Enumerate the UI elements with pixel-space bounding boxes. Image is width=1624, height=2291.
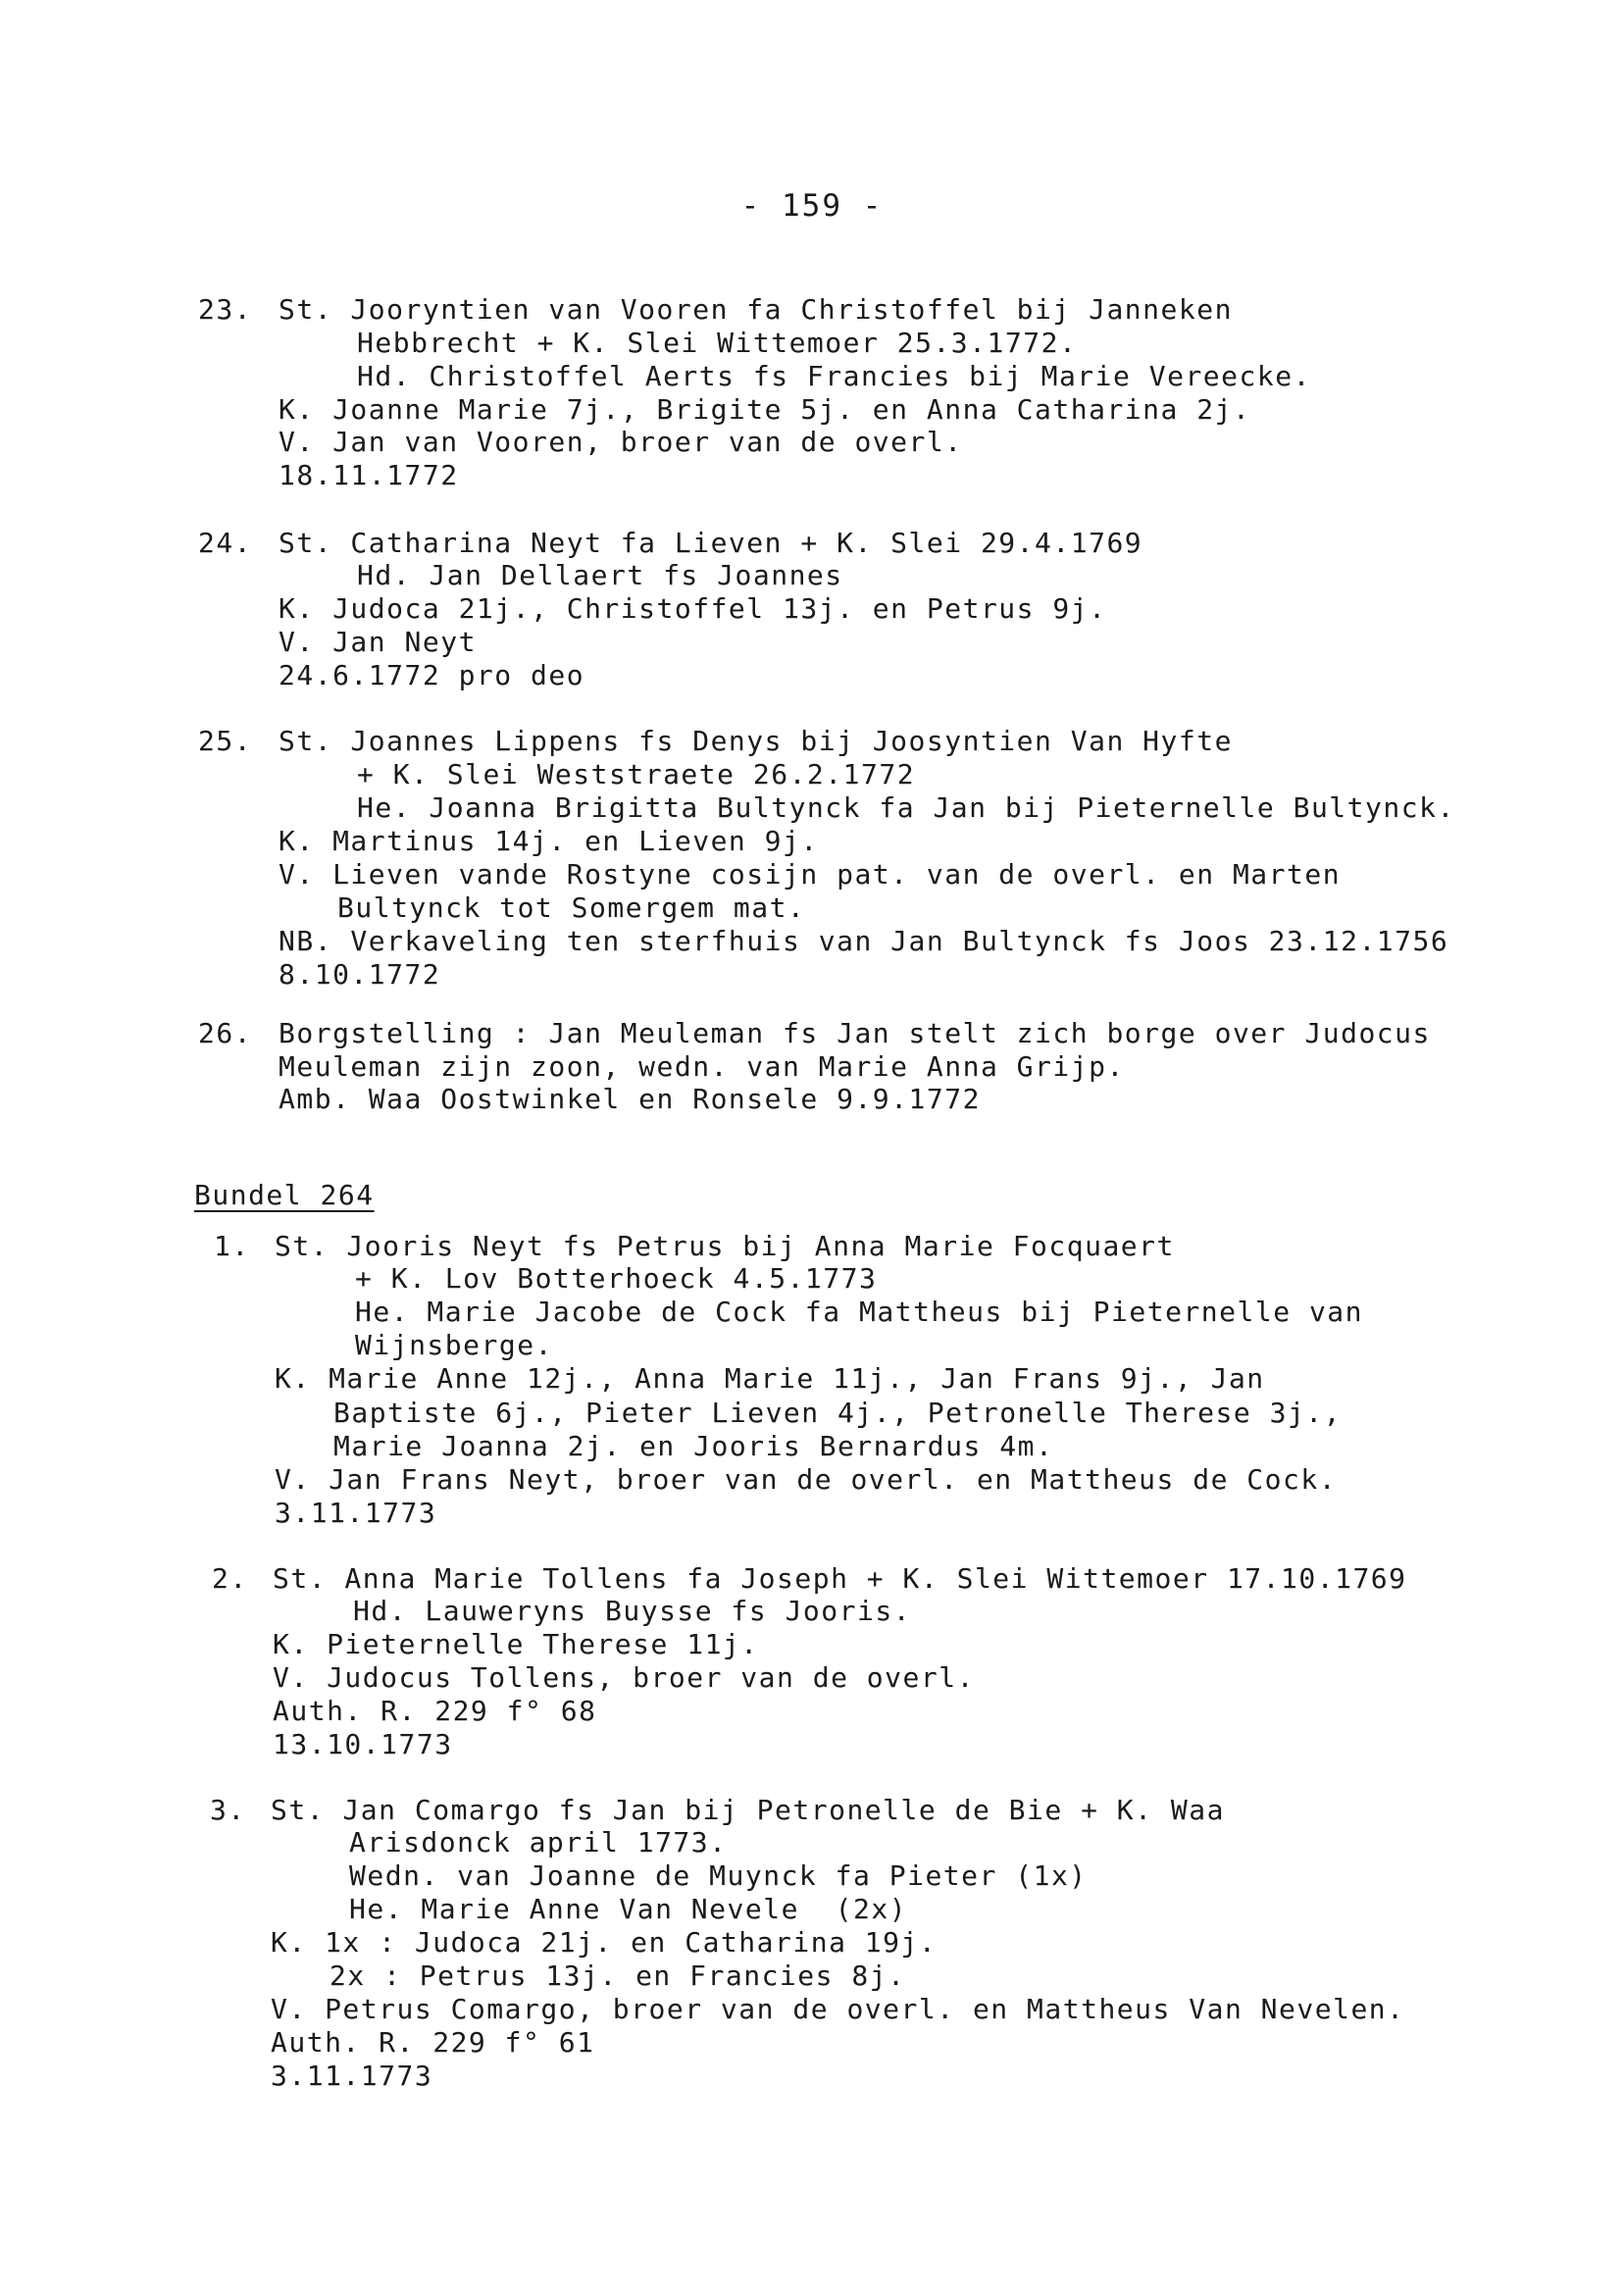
entry-line: St. Catharina Neyt fa Lieven + K. Slei 29.4.1769 (279, 527, 1143, 559)
entry-line: Borgstelling : Jan Meuleman fs Jan stelt zich borge over Judocus (279, 1017, 1431, 1049)
entry-line: + K. Lov Botterhoeck 4.5.1773 (355, 1262, 878, 1295)
entry-line: Baptiste 6j., Pieter Lieven 4j., Petronelle Therese 3j., (333, 1397, 1343, 1429)
entry-number: 24. (198, 527, 253, 559)
entry-line: V. Petrus Comargo, broer van de overl. en Mattheus Van Nevelen. (271, 1993, 1405, 2025)
entry-line: Bultynck tot Somergem mat. (337, 891, 806, 924)
entry-line: St. Jooryntien van Vooren fa Christoffel bij Janneken (279, 293, 1233, 326)
entry-date: 8.10.1772 (279, 958, 441, 991)
entry-date: 3.11.1773 (271, 2060, 433, 2092)
entry-line: Wedn. van Joanne de Muynck fa Pieter (1x) (349, 1859, 1088, 1892)
entry-line: St. Anna Marie Tollens fa Joseph + K. Slei Wittemoer 17.10.1769 (273, 1562, 1407, 1595)
entry-line: K. Judoca 21j., Christoffel 13j. en Petrus 9j. (279, 592, 1107, 625)
entry-line: K. 1x : Judoca 21j. en Catharina 19j. (271, 1926, 938, 1959)
entry-line: V. Jan Frans Neyt, broer van de overl. en Mattheus de Cock. (275, 1463, 1338, 1496)
entry-line: Hebbrecht + K. Slei Wittemoer 25.3.1772. (357, 327, 1078, 359)
entry-number: 1. (214, 1230, 250, 1262)
entry-line: Meuleman zijn zoon, wedn. van Marie Anna Grijp. (279, 1050, 1125, 1083)
entry-date: 13.10.1773 (273, 1728, 453, 1760)
entry-line: He. Marie Jacobe de Cock fa Mattheus bij Pieternelle van (355, 1296, 1364, 1328)
entry-line: St. Joannes Lippens fs Denys bij Joosyntien Van Hyfte (279, 725, 1233, 757)
entry-line: Hd. Christoffel Aerts fs Francies bij Marie Vereecke. (357, 360, 1311, 392)
entry-line: He. Marie Anne Van Nevele (2x) (349, 1893, 908, 1925)
entry-line: NB. Verkaveling ten sterfhuis van Jan Bultynck fs Joos 23.12.1756 (279, 925, 1449, 957)
entry-line: Auth. R. 229 f° 61 (271, 2026, 595, 2059)
entry-date: 3.11.1773 (275, 1497, 437, 1529)
entry-line: V. Jan Neyt (279, 626, 477, 658)
entry-line: K. Pieternelle Therese 11j. (273, 1628, 759, 1660)
entry-line: V. Judocus Tollens, broer van de overl. (273, 1661, 975, 1694)
entry-line: Marie Joanna 2j. en Jooris Bernardus 4m. (333, 1430, 1054, 1462)
entry-number: 23. (198, 293, 253, 326)
entry-line: K. Martinus 14j. en Lieven 9j. (279, 825, 819, 857)
entry-line: Wijnsberge. (355, 1329, 553, 1361)
entry-line: Auth. R. 229 f° 68 (273, 1695, 597, 1727)
entry-number: 25. (198, 725, 253, 757)
bundle-heading: Bundel 264 (194, 1179, 375, 1211)
entry-line: 2x : Petrus 13j. en Francies 8j. (330, 1960, 906, 1992)
entry-number: 26. (198, 1017, 253, 1049)
page-number: - 159 - (740, 188, 884, 224)
entry-date: 24.6.1772 pro deo (279, 659, 585, 691)
entry-line: + K. Slei Weststraete 26.2.1772 (357, 758, 916, 790)
entry-line: V. Jan van Vooren, broer van de overl. (279, 426, 963, 458)
entry-line: V. Lieven vande Rostyne cosijn pat. van de overl. en Marten (279, 858, 1342, 891)
entry-line: Hd. Lauweryns Buysse fs Jooris. (353, 1595, 912, 1627)
entry-line: St. Jan Comargo fs Jan bij Petronelle de Bie + K. Waa (271, 1794, 1225, 1826)
entry-date: 18.11.1772 (279, 459, 459, 491)
entry-number: 2. (212, 1562, 248, 1595)
entry-line: Arisdonck april 1773. (349, 1826, 728, 1858)
entry-number: 3. (210, 1794, 246, 1826)
entry-line: Hd. Jan Dellaert fs Joannes (357, 559, 843, 591)
entry-line: K. Marie Anne 12j., Anna Marie 11j., Jan Frans 9j., Jan (275, 1362, 1265, 1395)
entry-line: St. Jooris Neyt fs Petrus bij Anna Marie Focquaert (275, 1230, 1175, 1262)
entry-line: Amb. Waa Oostwinkel en Ronsele 9.9.1772 (279, 1083, 981, 1115)
entry-line: K. Joanne Marie 7j., Brigite 5j. en Anna Catharina 2j. (279, 393, 1251, 426)
entry-line: He. Joanna Brigitta Bultynck fa Jan bij Pieternelle Bultynck. (357, 791, 1455, 824)
